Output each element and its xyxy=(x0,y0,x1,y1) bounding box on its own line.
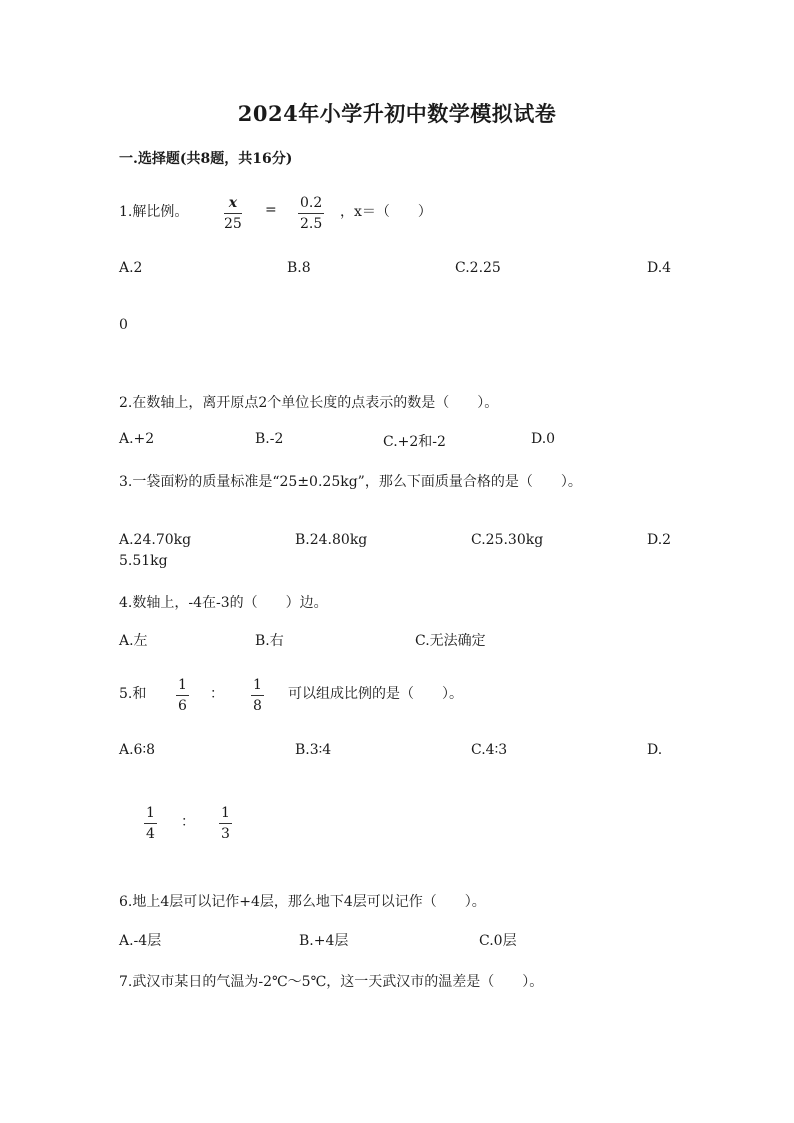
question-1-option-d: D.4 xyxy=(647,260,672,276)
question-3-option-d: D.2 xyxy=(647,532,672,548)
question-6-option-a: A.-4层 xyxy=(119,933,162,949)
question-1-prefix: 1.解比例。 xyxy=(119,204,189,220)
question-5-option-c: C.4∶3 xyxy=(471,742,508,758)
question-3-option-a: A.24.70kg xyxy=(119,532,192,548)
question-4-option-c: C.无法确定 xyxy=(415,633,486,649)
question-2-option-a: A.+2 xyxy=(119,431,155,447)
question-3-option-b: B.24.80kg xyxy=(295,532,368,548)
question-4-option-a: A.左 xyxy=(119,633,148,649)
fraction-numerator: x xyxy=(228,195,238,211)
question-2-text: 2.在数轴上，离开原点2个单位长度的点表示的数是（ ）。 xyxy=(119,395,499,411)
fraction-denominator: 6 xyxy=(178,698,187,714)
question-6-option-c: C.0层 xyxy=(479,933,517,949)
fraction-numerator: 1 xyxy=(178,677,187,693)
question-1-fraction-right xyxy=(298,196,324,231)
fraction-denominator: 3 xyxy=(221,826,230,842)
question-1-suffix: ，x＝（ ） xyxy=(340,204,432,220)
question-1-option-d-wrap: 0 xyxy=(119,317,128,333)
question-1-option-c: C.2.25 xyxy=(455,260,501,276)
question-5-colon: ： xyxy=(210,686,224,702)
fraction-denominator: 4 xyxy=(146,826,155,842)
question-5-fraction-left xyxy=(176,678,189,713)
question-1-option-b: B.8 xyxy=(287,260,311,276)
question-3-option-d-wrap: 5.51kg xyxy=(119,553,168,569)
fraction-numerator: 0.2 xyxy=(300,195,323,211)
page-title: 2024年小学升初中数学模拟试卷 xyxy=(237,101,557,126)
question-2-option-c: C.+2和-2 xyxy=(383,434,446,450)
question-5-option-d: D. xyxy=(647,742,663,758)
question-7-text: 7.武汉市某日的气温为-2℃～5℃，这一天武汉市的温差是（ ）。 xyxy=(119,974,544,990)
question-6-option-b: B.+4层 xyxy=(299,933,349,949)
fraction-numerator: 1 xyxy=(146,805,155,821)
question-2-option-d: D.0 xyxy=(531,431,556,447)
question-5-option-d-fraction-right xyxy=(219,806,232,841)
section-heading: 一.选择题(共8题，共16分) xyxy=(119,151,293,167)
question-4-text: 4.数轴上，-4在-3的（ ）边。 xyxy=(119,595,328,611)
question-5-option-d-colon: ： xyxy=(181,814,195,830)
question-3-option-c: C.25.30kg xyxy=(471,532,544,548)
fraction-denominator: 25 xyxy=(224,216,242,232)
question-4-option-b: B.右 xyxy=(255,633,284,649)
question-1-equals: = xyxy=(265,202,277,218)
fraction-numerator: 1 xyxy=(253,677,262,693)
question-6-text: 6.地上4层可以记作+4层，那么地下4层可以记作（ ）。 xyxy=(119,894,486,910)
question-1-fraction-left xyxy=(224,196,242,231)
question-5-prefix: 5.和 xyxy=(119,686,147,702)
question-5-option-a: A.6∶8 xyxy=(119,742,156,758)
question-5-option-d-fraction-left xyxy=(144,806,157,841)
question-5-suffix: 可以组成比例的是（ ）。 xyxy=(288,686,463,702)
question-5-fraction-right xyxy=(251,678,264,713)
question-5-option-b: B.3∶4 xyxy=(295,742,332,758)
question-1-option-a: A.2 xyxy=(119,260,143,276)
fraction-denominator: 2.5 xyxy=(300,216,323,232)
question-2-option-b: B.-2 xyxy=(255,431,284,447)
fraction-numerator: 1 xyxy=(221,805,230,821)
question-3-text: 3.一袋面粉的质量标准是“25±0.25kg”，那么下面质量合格的是（ ）。 xyxy=(119,474,582,490)
fraction-denominator: 8 xyxy=(253,698,262,714)
